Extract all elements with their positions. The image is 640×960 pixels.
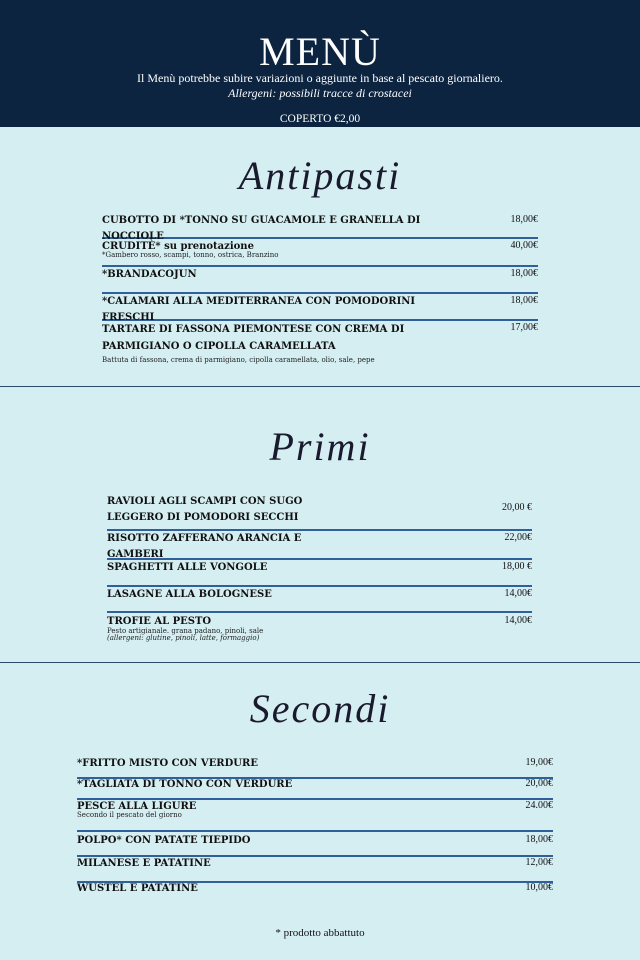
item-name: MILANESE E PATATINE [77, 858, 211, 869]
menu-item [107, 587, 532, 607]
section-title-primi: Primi [269, 424, 371, 469]
section-title-secondi: Secondi [249, 686, 391, 731]
footer-note: * prodotto abbattuto [275, 927, 365, 939]
item-name: *CALAMARI ALLA MEDITERRANEA CON POMODORINI FRESCHI [102, 296, 416, 323]
item-name: *FRITTO MISTO CON VERDURE [77, 758, 258, 769]
menu-item [77, 777, 553, 797]
menu-item [77, 833, 553, 853]
item-name: PESCE ALLA LIGURE [77, 801, 197, 812]
item-allergens: (allergeni: glutine, pinoli, latte, formaggio) [107, 634, 260, 642]
item-name: *BRANDACOJUN [102, 269, 197, 280]
menu-item [107, 560, 532, 580]
section-divider [0, 386, 640, 387]
item-price: 22,00€ [504, 532, 532, 543]
item-name: TROFIE AL PESTO [107, 616, 212, 627]
menu-item [102, 267, 538, 287]
item-price: 14,00€ [504, 588, 532, 599]
item-price: 20,00€ [525, 778, 553, 789]
menu-item [102, 294, 538, 323]
item-price: 12,00€ [525, 857, 553, 868]
menu-item [102, 213, 538, 242]
row-divider [77, 830, 553, 832]
section-title-antipasti: Antipasti [238, 153, 402, 198]
menu-item [77, 856, 553, 876]
item-price: 18,00€ [510, 214, 538, 225]
item-price: 18,00€ [510, 295, 538, 306]
item-name: CRUDITÈ* su prenotazione [102, 241, 254, 252]
item-price: 18,00€ [510, 268, 538, 279]
item-price: 17,00€ [510, 322, 538, 333]
item-name: POLPO* CON PATATE TIEPIDO [77, 835, 251, 846]
item-price: 40,00€ [510, 240, 538, 251]
menu-item [102, 321, 538, 364]
item-price: 14,00€ [504, 615, 532, 626]
menu-item [107, 531, 532, 560]
item-name: LASAGNE ALLA BOLOGNESE [107, 589, 272, 600]
item-price: 20,00 € [502, 502, 532, 513]
item-name: *TAGLIATA DI TONNO CON VERDURE [77, 779, 293, 790]
item-name: TARTARE DI FASSONA PIEMONTESE CON CREMA DI PARMIGIANO O CIPOLLA CARAMELLATA [102, 324, 405, 352]
item-price: 18,00€ [525, 834, 553, 845]
item-price: 10,00€ [525, 882, 553, 893]
menu-item [107, 494, 532, 523]
page-title: MENÙ [259, 29, 381, 74]
item-description: Secondo il pescato del giorno [77, 811, 182, 819]
allergens-note: Allergeni: possibili tracce di crostacei [228, 86, 412, 100]
item-name: CUBOTTO DI *TONNO SU GUACAMOLE E GRANELLA DI NOCCIOLE [102, 215, 421, 242]
row-divider [107, 611, 532, 613]
menu-item [77, 799, 553, 819]
item-name: RISOTTO ZAFFERANO ARANCIA E GAMBERI [107, 533, 302, 560]
item-price: 18,00 € [502, 561, 532, 572]
item-name: WUSTEL E PATATINE [77, 883, 198, 894]
menu-note: Il Menù potrebbe subire variazioni o aggiunte in base al pescato giornaliero. [137, 71, 503, 85]
item-price: 19,00€ [525, 757, 553, 768]
coperto-price: COPERTO €2,00 [279, 113, 361, 125]
item-description: *Gambero rosso, scampi, tonno, ostrica, Branzino [102, 251, 279, 259]
item-description: Battuta di fassona, crema di parmigiano, cipolla caramellata, olio, sale, pepe [102, 356, 375, 364]
section-divider [0, 662, 640, 663]
item-name: SPAGHETTI ALLE VONGOLE [107, 562, 268, 573]
menu-item [107, 614, 532, 642]
menu-item [102, 239, 538, 259]
menu-header [0, 0, 640, 127]
menu-item [77, 756, 553, 776]
item-name: RAVIOLI AGLI SCAMPI CON SUGO LEGGERO DI POMODORI SECCHI [107, 496, 303, 523]
menu-item [77, 881, 553, 901]
item-price: 24.00€ [525, 800, 553, 811]
item-description: Pesto artigianale. grana padano, pinoli, sale [107, 627, 264, 635]
